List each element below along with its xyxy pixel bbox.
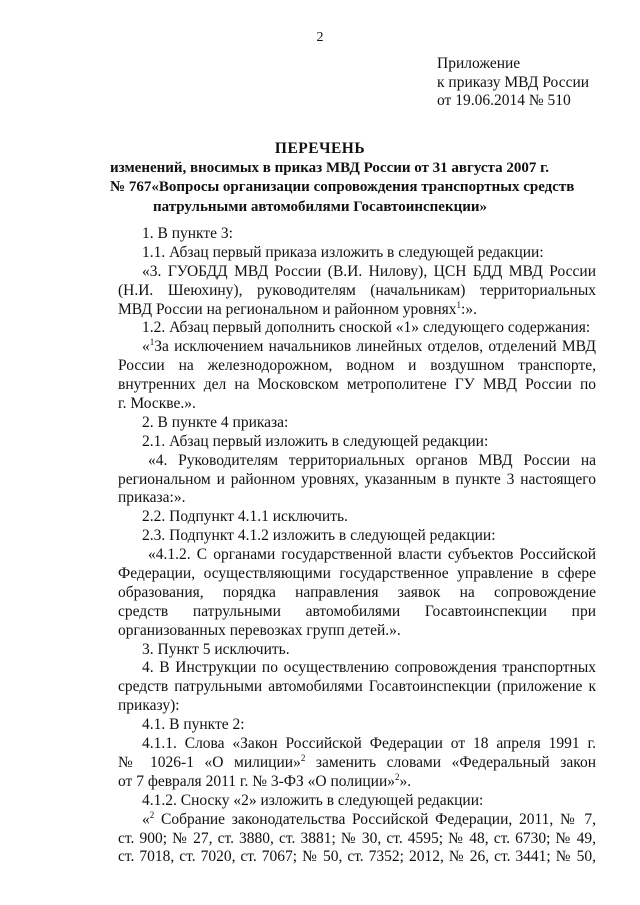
text-line: (Н.И. Шеюхину), руководителям (начальникам) территориальных: [118, 281, 596, 299]
heading-line: № 767«Вопросы организации сопровождения транспортных средств: [110, 179, 575, 195]
text-line: средств патрульными автомобилями Госавтоинспекции (приложение к: [118, 678, 596, 696]
text-line: 1. В пункте 3:: [142, 225, 233, 242]
text-line: приказа:».: [118, 489, 186, 507]
appendix-block: [437, 55, 589, 111]
text-span: заменить словами «Федеральный закон: [305, 753, 596, 771]
text-line: «3. ГУОБДД МВД России (В.И. Нилову), ЦСН БДД МВД России: [142, 262, 596, 280]
text-line: 2.1. Абзац первый изложить в следующей редакции:: [142, 432, 489, 450]
text-span: ».: [399, 772, 412, 790]
text-line: России на железнодорожном, водном и воздушном транспорте,: [118, 357, 596, 375]
text-line: «4. Руководителям территориальных органов МВД России на: [148, 451, 596, 469]
text-line: приказу):: [118, 697, 180, 715]
footnote-marker: 2: [395, 771, 400, 782]
footnote-marker: 1: [456, 299, 462, 310]
text-line: 2.2. Подпункт 4.1.1 исключить.: [142, 508, 348, 526]
text-span: «: [142, 810, 150, 828]
footnote-marker: 2: [149, 810, 155, 820]
text-line: 2.3. Подпункт 4.1.2 изложить в следующей редакции:: [142, 527, 496, 545]
text-span: МВД России на региональном и районном уровнях: [118, 300, 457, 318]
document-title: ПЕРЕЧЕНЬ: [274, 140, 366, 157]
text-line: «4.1.2. С органами государственной власти субъектов Российской: [148, 546, 596, 564]
text-line: внутренних дел на Московском метрополитене ГУ МВД России по: [118, 376, 596, 394]
text-line: 4. В Инструкции по осуществлению сопровождения транспортных: [142, 659, 596, 677]
text-line: 4.1.2. Сноску «2» изложить в следующей редакции:: [142, 791, 484, 809]
text-line: региональном и районном уровнях, указанным в пункте 3 настоящего: [118, 470, 596, 488]
text-line: 4.1.1. Слова «Закон Российской Федерации от 18 апреля 1991 г.: [142, 735, 596, 753]
text-line: [118, 301, 596, 320]
text-line: 3. Пункт 5 исключить.: [142, 640, 290, 658]
footnote-marker: 1: [149, 338, 155, 348]
text-line: Федерации, осуществляющими государственное управление в сфере: [118, 565, 596, 583]
text-line: ст. 900; № 27, ст. 3880, ст. 3881; № 30, ст. 4595; № 48, ст. 6730; № 49,: [118, 829, 596, 847]
footnote-marker: 2: [300, 753, 306, 763]
text-line: [118, 773, 596, 792]
text-line: [118, 338, 596, 357]
text-span: :».: [461, 300, 477, 318]
appendix-line: от 19.06.2014 № 510: [437, 92, 571, 109]
text-span: от 7 февраля 2011 г. № 3-ФЗ «О полиции»: [118, 772, 396, 790]
text-line: образования, порядка направления заявок на сопровождение: [118, 583, 596, 601]
text-line: 1.2. Абзац первый дополнить сноской «1» следующего содержания:: [142, 319, 591, 337]
text-line: организованных перевозках групп детей.».: [118, 621, 401, 639]
text-span: «: [142, 338, 150, 356]
text-span: № 1026-1 «О милиции»: [118, 753, 301, 771]
text-line: [118, 811, 596, 830]
appendix-line: Приложение: [437, 55, 521, 72]
text-line: 4.1. В пункте 2:: [142, 716, 245, 734]
heading-line: изменений, вносимых в приказ МВД России от 31 августа 2007 г.: [110, 159, 549, 176]
text-line: 1.1. Абзац первый приказа изложить в следующей редакции:: [142, 243, 544, 261]
page-number: 2: [316, 30, 324, 45]
document-body: [118, 225, 596, 867]
text-line: средств патрульными автомобилями Госавтоинспекции при: [118, 602, 596, 620]
text-line: [118, 754, 596, 773]
text-span: За исключением начальников линейных отделов, отделений МВД: [154, 338, 596, 356]
text-line: г. Москве.».: [118, 395, 196, 413]
heading-line: патрульными автомобилями Госавтоинспекции»: [152, 198, 488, 215]
appendix-line: к приказу МВД России: [437, 73, 590, 91]
text-span: Собрание законодательства Российской Федерации, 2011, № 7,: [154, 810, 596, 828]
text-line: ст. 7018, ст. 7020, ст. 7067; № 50, ст. 7352; 2012, № 26, ст. 3441; № 50,: [118, 848, 596, 866]
text-line: 2. В пункте 4 приказа:: [142, 413, 289, 431]
document-heading: [110, 139, 575, 217]
